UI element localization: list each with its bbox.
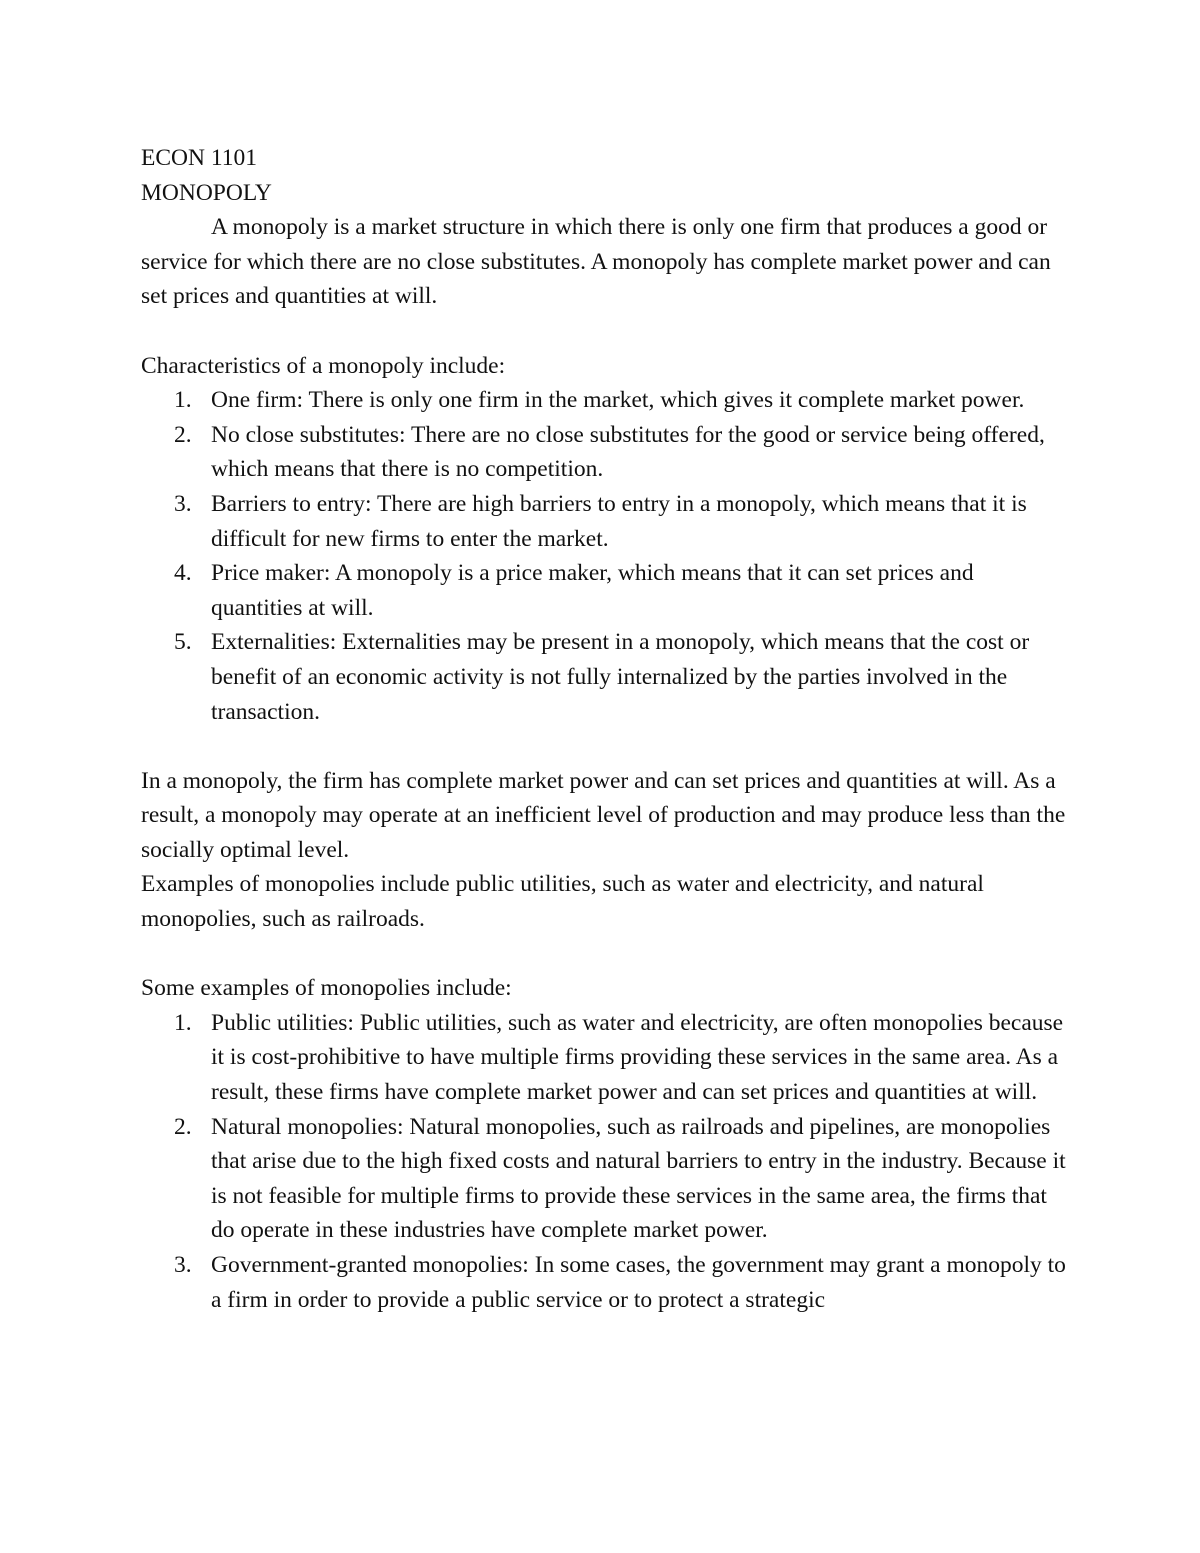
characteristics-heading: Characteristics of a monopoly include: [141,352,506,379]
characteristics-list [141,383,1066,729]
document-body [141,141,1066,1317]
list-item-number: 1. [174,1009,192,1036]
list-item-number: 2. [174,1113,192,1140]
list-item-number: 2. [174,421,192,448]
list-item [141,625,1066,729]
list-item [141,487,1066,556]
list-item-text: Natural monopolies: Natural monopolies, such as railroads and pipelines, are monopolies that arise due to the high fixed costs and natural barriers to entry in the industry. Because it is not feasible for multiple firms to provide these services in the same area, the firms that do operate in these industries have complete market power. [211,1113,1066,1244]
list-item-number: 1. [174,387,192,414]
list-item [141,1248,1066,1317]
list-item [141,1110,1066,1248]
list-item-text: Externalities: Externalities may be present in a monopoly, which means that the cost or benefit of an economic activity is not fully internalized by the parties involved in the transaction. [211,629,1030,725]
list-item-text: One firm: There is only one firm in the market, which gives it complete market power. [211,387,1025,414]
list-item [141,556,1066,625]
list-item [141,1006,1066,1110]
list-item-number: 3. [174,490,192,517]
spacer [141,314,1066,349]
list-item [141,418,1066,487]
list-item-text: Government-granted monopolies: In some cases, the government may grant a monopoly to a firm in order to provide a public service or to protect a strategic [211,1252,1066,1313]
list-item-text: Price maker: A monopoly is a price maker, which means that it can set prices and quantities at will. [211,560,974,621]
list-item-number: 3. [174,1252,192,1278]
list-item-number: 5. [174,629,192,656]
list-item-text: Barriers to entry: There are high barriers to entry in a monopoly, which means that it is difficult for new firms to enter the market. [211,490,1027,552]
document-title: MONOPOLY [141,179,272,206]
list-item [141,383,1066,418]
spacer [141,937,1066,972]
course-code: ECON 1101 [141,145,257,171]
examples-list [141,1006,1066,1317]
spacer [141,729,1066,764]
summary-paragraph: In a monopoly, the firm has complete market power and can set prices and quantities at will. As a result, a monopoly may operate at an inefficient level of production and may produce less than the socially optimal level. [141,767,1066,863]
examples-note-paragraph: Examples of monopolies include public utilities, such as water and electricity, and natural monopolies, such as railroads. [141,871,984,933]
list-item-number: 4. [174,560,192,587]
examples-heading: Some examples of monopolies include: [141,975,512,1002]
list-item-text: No close substitutes: There are no close substitutes for the good or service being offered, which means that there is no competition. [211,421,1045,483]
intro-paragraph: A monopoly is a market structure in which there is only one firm that produces a good or service for which there are no close substitutes. A monopoly has complete market power and can set prices and quantities at will. [141,214,1051,310]
list-item-text: Public utilities: Public utilities, such as water and electricity, are often monopolies because it is cost-prohibitive to have multiple firms providing these services in the same area. As a result, these firms have complete market power and can set prices and quantities at will. [211,1009,1064,1106]
